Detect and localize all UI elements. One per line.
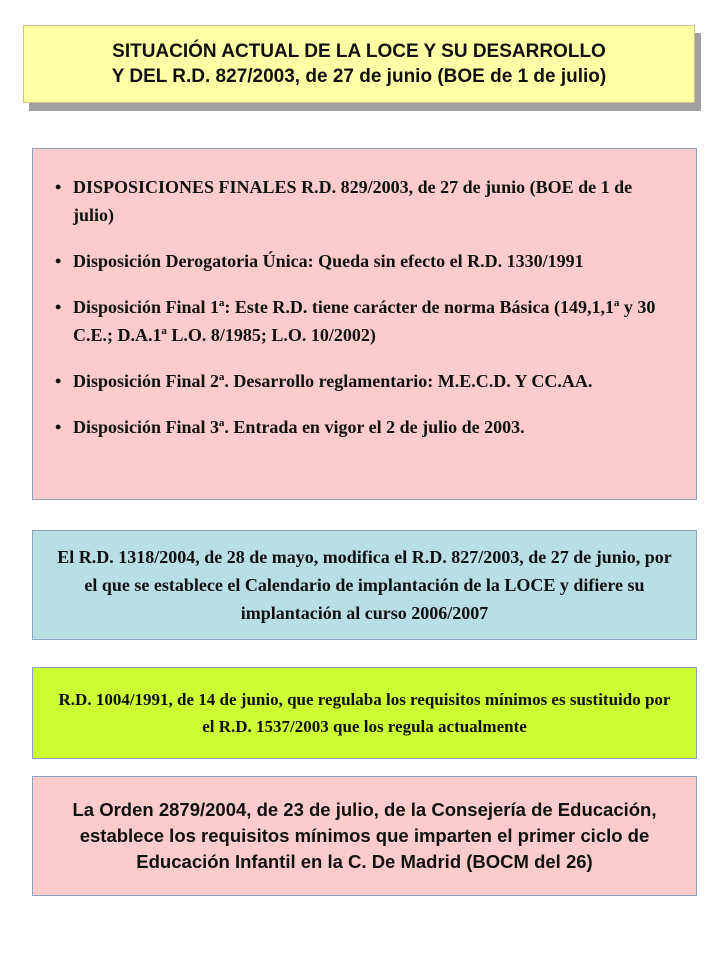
list-item bbox=[53, 293, 676, 349]
list-item-text: Disposición Final 2ª. Desarrollo reglamentario: M.E.C.D. Y CC.AA. bbox=[73, 371, 593, 391]
bullet-icon: • bbox=[55, 251, 62, 271]
list-item bbox=[53, 367, 676, 395]
orden-note-text: La Orden 2879/2004, de 23 de julio, de la Consejería de Educación, establece los requisitos mínimos que imparten el primer ciclo de Educación Infantil en la C. De Madrid (BOCM del 26) bbox=[72, 799, 657, 872]
bullet-icon: • bbox=[55, 177, 62, 197]
list-item bbox=[53, 173, 676, 229]
bullet-icon: • bbox=[55, 297, 62, 317]
list-item bbox=[53, 247, 676, 275]
orden-note-box bbox=[32, 776, 697, 896]
disposiciones-list bbox=[33, 149, 696, 441]
list-item-text: Disposición Final 1ª: Este R.D. tiene carácter de norma Básica (149,1,1ª y 30 C.E.; D.A.1ª L.O. 8/1985; L.O. 10/2002) bbox=[73, 297, 656, 345]
list-item-text: DISPOSICIONES FINALES R.D. 829/2003, de 27 de junio (BOE de 1 de julio) bbox=[73, 177, 633, 225]
requisitos-note-box bbox=[32, 667, 697, 759]
list-item-text: Disposición Derogatoria Única: Queda sin efecto el R.D. 1330/1991 bbox=[73, 251, 584, 271]
list-item bbox=[53, 413, 676, 441]
calendario-note-text: El R.D. 1318/2004, de 28 de mayo, modifica el R.D. 827/2003, de 27 de junio, por el que se establece el Calendario de implantación de la LOCE y difiere su implantación al curso 2006/2007 bbox=[57, 547, 672, 623]
bullet-icon: • bbox=[55, 371, 62, 391]
title-box bbox=[23, 25, 695, 103]
requisitos-note-text: R.D. 1004/1991, de 14 de junio, que regulaba los requisitos mínimos es sustituido por el R.D. 1537/2003 que los regula actualmente bbox=[58, 690, 671, 736]
bullet-icon: • bbox=[55, 417, 62, 437]
calendario-note-box bbox=[32, 530, 697, 640]
title-line-1: SITUACIÓN ACTUAL DE LA LOCE Y SU DESARROLLO bbox=[112, 41, 606, 62]
list-item-text: Disposición Final 3ª. Entrada en vigor el 2 de julio de 2003. bbox=[73, 417, 525, 437]
title-line-2: Y DEL R.D. 827/2003, de 27 de junio (BOE de 1 de julio) bbox=[111, 66, 607, 87]
disposiciones-box bbox=[32, 148, 697, 500]
